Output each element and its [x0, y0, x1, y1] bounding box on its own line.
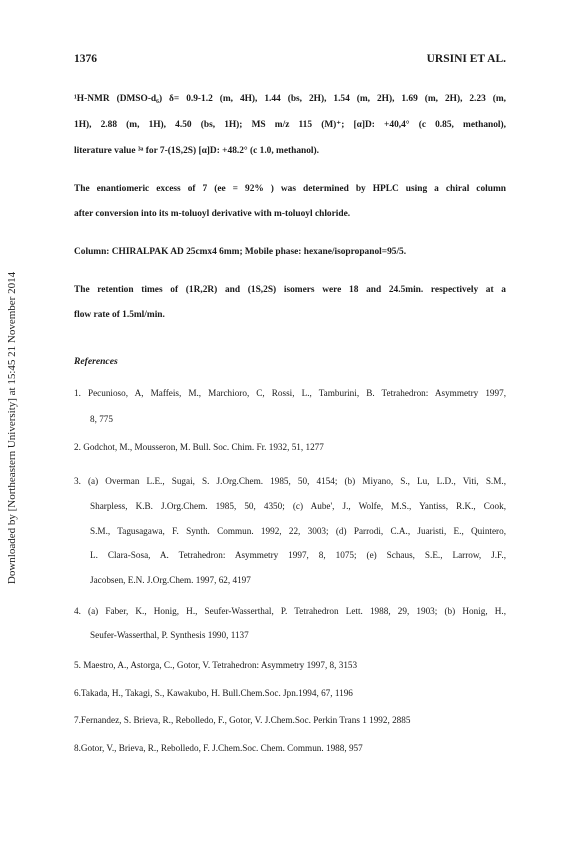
- ee-line-1: The enantiomeric excess of 7 (ee = 92% ) was determined by HPLC using a chiral column: [74, 184, 506, 194]
- reference-3-line-1: 3. (a) Overman L.E., Sugai, S. J.Org.Chem. 1985, 50, 4154; (b) Miyano, S., Lu, L.D., Viti, S.M.,: [74, 476, 506, 486]
- reference-4-line-1: 4. (a) Faber, K., Honig, H., Seufer-Wasserthal, P. Tetrahedron Lett. 1988, 29, 1903; (b) Honig, H.,: [74, 606, 506, 616]
- reference-2: 2. Godchot, M., Mousseron, M. Bull. Soc. Chim. Fr. 1932, 51, 1277: [74, 442, 324, 452]
- reference-3-line-5: Jacobsen, E.N. J.Org.Chem. 1997, 62, 4197: [90, 575, 251, 585]
- ee-line-2: after conversion into its m-toluoyl derivative with m-toluoyl chloride.: [74, 209, 351, 219]
- reference-3-line-4: L. Clara-Sosa, A. Tetrahedron: Asymmetry 1997, 8, 1075; (e) Schaus, S.E., Larrow, J.F.,: [90, 550, 506, 560]
- download-watermark: [0, 0, 24, 867]
- page-number: 1376: [74, 53, 97, 65]
- reference-4-line-2: Seufer-Wasserthal, P. Synthesis 1990, 1137: [90, 630, 249, 640]
- column-line: Column: CHIRALPAK AD 25cmx4 6mm; Mobile phase: hexane/isopropanol=95/5.: [74, 247, 407, 257]
- reference-7: 7.Fernandez, S. Brieva, R., Rebolledo, F., Gotor, V. J.Chem.Soc. Perkin Trans 1 1992, 2885: [74, 715, 411, 725]
- references-heading: References: [74, 356, 118, 367]
- page-header: [74, 53, 506, 69]
- nmr-line-3: literature value ³ᵃ for 7-(1S,2S) [α]D: +48.2° (c 1.0, methanol).: [74, 146, 320, 156]
- reference-1-line-1: 1. Pecunioso, A, Maffeis, M., Marchioro, C, Rossi, L., Tamburini, B. Tetrahedron: Asymmetry 1997,: [74, 388, 506, 398]
- reference-3-line-3: S.M., Tagusagawa, F. Synth. Commun. 1992, 22, 3003; (d) Parrodi, C.A., Juaristi, E., Quintero,: [90, 526, 506, 536]
- reference-8: 8.Gotor, V., Brieva, R., Rebolledo, F. J.Chem.Soc. Chem. Commun. 1988, 957: [74, 743, 363, 753]
- nmr-line-1: ¹H-NMR (DMSO-d₆) δ= 0.9-1.2 (m, 4H), 1.44 (bs, 2H), 1.54 (m, 2H), 1.69 (m, 2H), 2.23 (m,: [74, 94, 506, 104]
- reference-3-line-2: Sharpless, K.B. J.Org.Chem. 1985, 50, 4350; (c) Aube', J., Wolfe, M.S., Yantiss, R.K., Cook,: [90, 501, 506, 511]
- reference-6: 6.Takada, H., Takagi, S., Kawakubo, H. Bull.Chem.Soc. Jpn.1994, 67, 1196: [74, 688, 353, 698]
- running-head: URSINI ET AL.: [426, 53, 506, 65]
- reference-5: 5. Maestro, A., Astorga, C., Gotor, V. Tetrahedron: Asymmetry 1997, 8, 3153: [74, 660, 358, 670]
- reference-1-line-2: 8, 775: [90, 414, 113, 424]
- retention-line-1: The retention times of (1R,2R) and (1S,2S) isomers were 18 and 24.5min. respectively at a: [74, 285, 506, 295]
- retention-line-2: flow rate of 1.5ml/min.: [74, 310, 165, 320]
- download-watermark-text: Downloaded by [Northeastern University] at 15:45 21 November 2014: [6, 271, 18, 585]
- nmr-line-2: 1H), 2.88 (m, 1H), 4.50 (bs, 1H); MS m/z 115 (M)⁺; [α]D: +40,4° (c 0.85, methanol),: [74, 120, 506, 130]
